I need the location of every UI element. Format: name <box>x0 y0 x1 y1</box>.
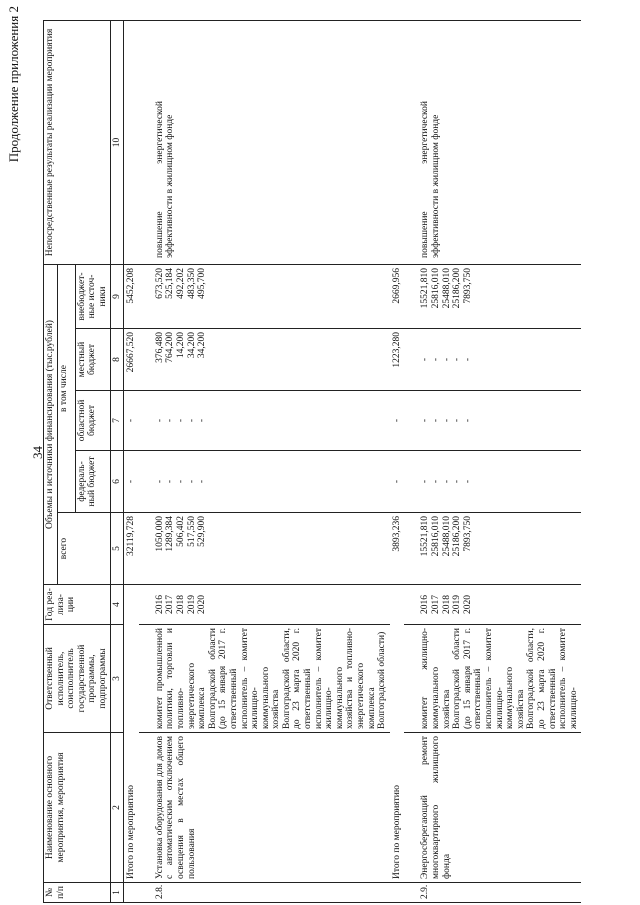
header-results: Непосредственные результаты реализации мероприятия <box>44 20 111 264</box>
regional-value: - <box>124 391 139 451</box>
table-row <box>153 20 390 902</box>
regional-cell: - <box>431 418 441 423</box>
federal-value: - <box>124 451 139 513</box>
header-regional: областной бюджет <box>75 391 110 451</box>
header-local: местный бюджет <box>75 329 110 391</box>
total-cell: 1289,384 <box>165 516 176 552</box>
subtotal-label: Итого по мероприятию <box>390 585 405 883</box>
header-incl: в том числе <box>57 264 75 512</box>
item-federal <box>418 451 581 513</box>
federal-value: - <box>390 451 405 513</box>
local-cell: 764,200 <box>165 332 176 363</box>
federal-cell: - <box>441 479 452 484</box>
local-cell: - <box>431 357 441 362</box>
col-number: 3 <box>110 625 124 733</box>
page-number: 34 <box>30 446 45 459</box>
item-extra <box>418 264 581 328</box>
local-cell: - <box>420 357 431 362</box>
item-result: повышение энергетической эффективности в жилищном фонде <box>418 20 581 264</box>
item-regional <box>418 391 581 451</box>
regional-cell: - <box>420 418 431 423</box>
col-number: 1 <box>110 883 124 903</box>
extra-cell: 15521,810 <box>420 267 431 309</box>
appendix-caption: Продолжение приложения 2 <box>6 6 21 163</box>
item-extra <box>153 264 390 328</box>
col-number: 5 <box>110 513 124 585</box>
local-cell: 34,200 <box>197 332 208 359</box>
item-local <box>418 329 581 391</box>
extra-cell: 25488,010 <box>441 267 452 309</box>
local-cell: 376,480 <box>154 332 165 363</box>
local-value: 26667,520 <box>124 329 139 391</box>
item-federal <box>153 451 390 513</box>
item-executor: комитет промышленной политики, торговли и топливно-энергетического комплекса Волгоградской области (до 15 января 2017 г. ответственный исполнитель – комитет жилищно-коммунального хозяйства Волгоградской области, до 23 марта 2020 г. ответственный исполнитель – комитет жилищно-коммунального хозяйства и топливно-энергетического комплекса Волгоградской области) <box>153 625 390 733</box>
regional-cell: - <box>197 418 208 423</box>
total-cell: 25816,010 <box>431 516 441 557</box>
extra-cell: 525,184 <box>165 267 176 299</box>
extra-cell: 673,520 <box>154 267 165 299</box>
year-cell: 2017 <box>431 595 441 614</box>
federal-cell: - <box>175 479 186 484</box>
local-cell: 34,200 <box>186 332 197 359</box>
total-value: 3893,236 <box>390 513 405 585</box>
regional-cell: - <box>452 418 463 423</box>
item-executor: комитет жилищно-коммунального хозяйства Волгоградской области (до 15 января 2017 г. ответственный исполнитель – комитет жилищно-коммунального хозяйства Волгоградской области, до 23 марта 2020 г. ответственный исполнитель – комитет жилищно- <box>418 625 581 733</box>
total-cell: 7893,750 <box>462 516 473 552</box>
item-years <box>153 585 390 625</box>
local-value: 1223,280 <box>390 329 405 391</box>
header-year: Год реа- лиза- ции <box>44 585 111 625</box>
year-cell: 2020 <box>197 595 208 614</box>
header-extra: внебюджет- ные источ- ники <box>75 264 110 328</box>
local-cell: 14,200 <box>175 332 186 359</box>
col-number: 10 <box>110 20 124 264</box>
year-cell: 2016 <box>154 595 165 614</box>
regional-cell: - <box>441 418 452 423</box>
col-number: 2 <box>110 733 124 883</box>
subtotal-label: Итого по мероприятию <box>124 585 139 883</box>
item-name: Установка оборудования для домов с автоматическим отключением освещения в местах общего пользования <box>153 733 390 883</box>
federal-cell: - <box>462 479 473 484</box>
year-cell: 2018 <box>441 595 452 614</box>
total-cell: 1050,000 <box>154 516 165 552</box>
local-cell: - <box>452 357 463 362</box>
federal-cell: - <box>431 479 441 484</box>
item-total <box>418 513 581 585</box>
extra-value: 2669,956 <box>390 264 405 328</box>
extra-value: 5452,208 <box>124 264 139 328</box>
year-cell: 2017 <box>165 595 176 614</box>
local-cell: - <box>441 357 452 362</box>
total-cell: 517,550 <box>186 516 197 547</box>
column-number-row <box>110 20 124 902</box>
item-local <box>153 329 390 391</box>
regional-cell: - <box>186 418 197 423</box>
federal-cell: - <box>154 479 165 484</box>
total-cell: 15521,810 <box>420 516 431 557</box>
regional-cell: - <box>462 418 473 423</box>
col-number: 9 <box>110 264 124 328</box>
regional-value: - <box>390 391 405 451</box>
item-result: повышение энергетической эффективности в жилищном фонде <box>153 20 390 264</box>
total-value: 32119,728 <box>124 513 139 585</box>
item-number: 2.8. <box>153 883 390 903</box>
header-name: Наименование основного мероприятия, мероприятия <box>44 733 111 883</box>
regional-cell: - <box>154 418 165 423</box>
col-number: 4 <box>110 585 124 625</box>
federal-cell: - <box>197 479 208 484</box>
extra-cell: 495,700 <box>197 267 208 299</box>
funding-table <box>43 20 581 903</box>
federal-cell: - <box>165 479 176 484</box>
col-number: 6 <box>110 451 124 513</box>
item-number: 2.9. <box>418 883 581 903</box>
regional-cell: - <box>175 418 186 423</box>
item-years <box>418 585 581 625</box>
table-row <box>418 20 581 902</box>
total-cell: 25488,010 <box>441 516 452 557</box>
total-cell: 506,402 <box>175 516 186 547</box>
federal-cell: - <box>420 479 431 484</box>
table-row <box>390 20 405 902</box>
extra-cell: 492,202 <box>175 267 186 299</box>
total-cell: 25186,200 <box>452 516 463 557</box>
federal-cell: - <box>452 479 463 484</box>
col-number: 8 <box>110 329 124 391</box>
extra-cell: 7893,750 <box>462 267 473 304</box>
local-cell: - <box>462 357 473 362</box>
item-name: Энергосберегающий ремонт многоквартирного жилищного фонда <box>418 733 581 883</box>
regional-cell: - <box>165 418 176 423</box>
header-federal: федераль- ный бюджет <box>75 451 110 513</box>
col-number: 7 <box>110 391 124 451</box>
item-total <box>153 513 390 585</box>
header-executor: Ответственный исполнитель, соисполнитель государственной программы, подпрограммы <box>44 625 111 733</box>
federal-cell: - <box>186 479 197 484</box>
year-cell: 2016 <box>420 595 431 614</box>
header-no: № п/п <box>44 883 111 903</box>
year-cell: 2020 <box>462 595 473 614</box>
header-funding: Объемы и источники финансирования (тыс.рублей) <box>44 264 58 584</box>
year-cell: 2019 <box>186 595 197 614</box>
year-cell: 2018 <box>175 595 186 614</box>
table-row <box>124 20 139 902</box>
item-regional <box>153 391 390 451</box>
total-cell: 529,900 <box>197 516 208 547</box>
extra-cell: 25816,010 <box>431 267 441 309</box>
header-total: всего <box>57 513 110 585</box>
extra-cell: 483,350 <box>186 267 197 299</box>
year-cell: 2019 <box>452 595 463 614</box>
extra-cell: 25186,200 <box>452 267 463 309</box>
